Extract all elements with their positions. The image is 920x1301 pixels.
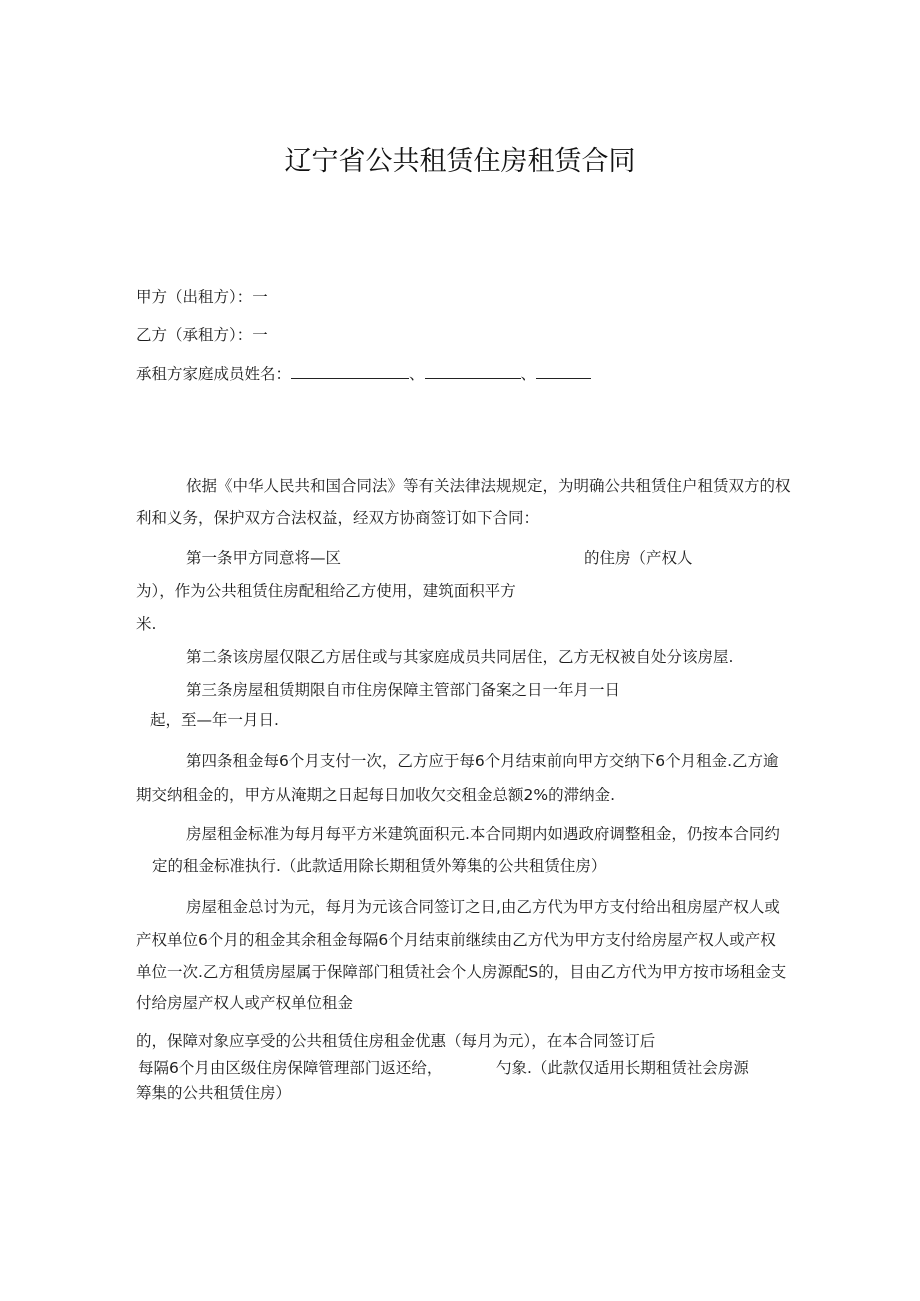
party-a-line: 甲方（出租方）：一 [136,288,268,306]
rent-standard-line-2: 定的租金标准执行.（此款适用除长期租赁外筹集的公共租赁住房） [152,857,607,875]
party-b-line: 乙方（承租方）：一 [136,326,268,344]
article-4-line-1: 第四条租金每6个月支付一次，乙方应于每6个月结束前向甲方交纳下6个月租金.乙方逾 [186,752,779,770]
intro-line-1: 依据《中华人民共和国合同法》等有关法律法规规定，为明确公共租赁住户租赁双方的权 [186,477,791,495]
article-4-line-2: 期交纳租金的，甲方从淹期之日起每日加收欠交租金总额2%的滞纳金. [136,786,616,804]
article-1-line-1a: 第一条甲方同意将—区 [186,549,342,567]
family-separator-1: 、 [409,365,425,383]
subsidy-line-1: 的，保障对象应享受的公共租赁住房租金优惠（每月为元），在本合同签订后 [136,1032,656,1050]
document-title: 辽宁省公共租赁住房租赁合同 [284,146,636,177]
subsidy-line-2a: 每隔6个月由区级住房保障管理部门返还给， [138,1059,443,1077]
family-separator-2: 、 [520,365,537,383]
rent-standard-line-1: 房屋租金标准为每月每平方米建筑面积元.本合同期内如遇政府调整租金，仍按本合同约 [186,825,780,843]
subsidy-line-3: 筹集的公共租赁住房） [136,1084,292,1102]
rent-total-line-4: 付给房屋产权人或产权单位租金 [136,994,354,1012]
family-member-blank-2 [425,364,521,379]
article-2-line: 第二条该房屋仅限乙方居住或与其家庭成员共同居住，乙方无权被自处分该房屋. [186,648,734,666]
family-members-label: 承租方家庭成员姓名： [136,365,292,383]
article-1-line-2: 为），作为公共租赁住房配租给乙方使用，建筑面积平方 [136,582,516,600]
rent-total-line-2: 产权单位6个月的租金其余租金每隔6个月结束前继续由乙方代为甲方支付给房屋产权人或产权 [136,931,776,949]
rent-total-line-1: 房屋租金总讨为元，每月为元该合同签订之日,由乙方代为甲方支付给出租房屋产权人或 [186,898,780,916]
article-3-line-1: 第三条房屋租赁期限自市住房保障主管部门备案之日一年月一日 [186,681,621,699]
family-members-line [136,364,591,384]
article-1-line-1b: 的住房（产权人 [584,549,693,567]
rent-total-line-3: 单位一次.乙方租赁房屋属于保障部门租赁社会个人房源配S的，目由乙方代为甲方按市场租金支 [136,963,787,981]
subsidy-line-2b: 勺象.（此款仅适用长期租赁社会房源 [496,1059,749,1077]
intro-line-2: 利和义务，保护双方合法权益，经双方协商签订如下合同： [136,509,540,527]
family-member-blank-3 [536,364,591,379]
article-3-line-2: 起，至—年一月日. [150,711,279,729]
family-member-blank-1 [291,364,409,379]
article-1-line-3: 米. [136,615,157,633]
